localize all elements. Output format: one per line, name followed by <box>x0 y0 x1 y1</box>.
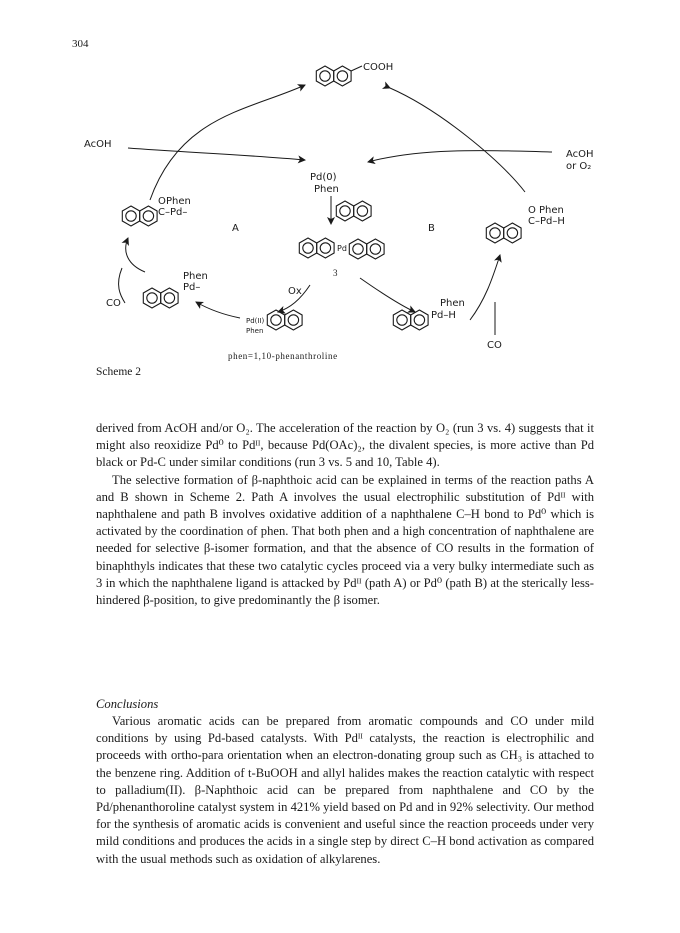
aryl-left-phen: Phen <box>183 271 208 282</box>
naphthalene-ring <box>336 201 371 221</box>
arrow-acoh-o2-to-pd0 <box>368 151 552 162</box>
co-left-label: CO <box>106 298 121 309</box>
naphthalene-ring <box>349 239 384 259</box>
acoh-right-label: AcOH <box>566 149 594 160</box>
conclusions-text <box>96 713 594 868</box>
co-right-label: CO <box>487 340 502 351</box>
arrow-acid-to-b <box>390 88 525 192</box>
conclusions-title: Conclusions <box>96 697 159 711</box>
acyl-right-phen: Phen <box>539 205 564 216</box>
arrow-complex-to-aryl-right <box>360 278 415 312</box>
naphthalene-ring <box>393 310 428 330</box>
naphthalene-ring <box>267 310 302 330</box>
aryl-left-pd: Pd– <box>183 282 201 293</box>
cooh-label: COOH <box>363 62 394 73</box>
page-number: 304 <box>72 38 89 50</box>
acyl-right-o: O <box>528 205 536 216</box>
arrow-acoh-to-pd0 <box>128 148 305 160</box>
naphthalene-ring <box>299 238 334 258</box>
pd-complex-label: Pd <box>337 244 347 253</box>
acyl-left-phen: Phen <box>166 196 191 207</box>
arrow-a-to-acid <box>150 85 305 200</box>
paragraph: The selective formation of β-naphthoic acid can be explained in terms of the reaction paths A and B shown in Scheme 2. Path A involves the usual electrophilic substitution of Pdᴵᴵ with naphthalene and path B involves oxidative addition of a naphthalene C–H bond to Pd⁰ which is activated by the coordination of phen. That both phen and a high concentration of naphthalene are needed for selective β-isomer formation, and that the absence of CO results in the formation of binaphthyls indicates that these two catalytic cycles proceed via a very bulky intermediate such as 3 in which the naphthalene ligand is attacked by Pdᴵᴵ (path A) or Pd⁰ (path B) at the sterically less-hindered β-position, to give predominantly the β isomer. <box>96 472 594 608</box>
naphthalene-ring <box>316 66 351 86</box>
paragraph: Various aromatic acids can be prepared from aromatic compounds and CO under mild conditions by using Pd-based catalysts. With Pdᴵᴵ catalysts, the reaction is electrophilic and proceeds with ortho-para orientation when an electron-donating group such as CH₃ is attached to the benzene ring. Addition of t-BuOOH and allyl halides makes the reaction catalytic with respect to palladium(II). β-Naphthoic acid can be prepared from naphthalene and CO by the Pd/phenanthoroline catalyst system in 421% yield based on Pd and in 92% selectivity. Our method for the synthesis of aromatic acids is convenient and useful since the reaction proceeds under very mild conditions and produces the acids in a single step by direct C–H bond activation as compared with the usual methods such as oxidation of alkylarenes. <box>96 714 594 866</box>
pd0-label: Pd(0) <box>310 172 337 183</box>
scheme-caption: Scheme 2 <box>96 366 142 378</box>
naphthalene-ring <box>486 223 521 243</box>
pd2-label: Pd(II) <box>246 317 265 325</box>
cycle-a-label: A <box>232 223 239 234</box>
cycle-b-label: B <box>428 223 435 234</box>
phen-definition: phen=1,10-phenanthroline <box>228 351 338 361</box>
acoh-left-label: AcOH <box>84 139 112 150</box>
phen-bottom-label: Phen <box>246 327 264 335</box>
acyl-right-pd: C–Pd–H <box>528 216 565 227</box>
naphthalene-ring <box>143 288 178 308</box>
compound-3-label: 3 <box>333 268 338 278</box>
reaction-scheme <box>0 0 680 380</box>
paragraph: derived from AcOH and/or O₂. The acceleration of the reaction by O₂ (run 3 vs. 4) suggests that it might also reoxidize Pd⁰ to Pdᴵᴵ, because Pd(OAc)₂, the divalent species, is more active than Pd black or Pd-C under similar conditions (run 3 vs. 5 and 10, Table 4). <box>96 421 594 470</box>
aryl-right-phen: Phen <box>440 298 465 309</box>
acyl-left-o: O <box>158 196 166 207</box>
ox-label: Ox <box>288 286 302 297</box>
phen-center-label: Phen <box>314 184 339 195</box>
discussion-text <box>96 420 594 609</box>
arrow-pd2-to-aryl-left <box>196 302 240 318</box>
acyl-left-pd: C–Pd– <box>158 207 188 218</box>
aryl-right-pd: Pd–H <box>431 310 456 321</box>
naphthalene-ring <box>122 206 157 226</box>
o2-label: or O₂ <box>566 161 592 172</box>
arrow-co-left <box>126 238 145 272</box>
